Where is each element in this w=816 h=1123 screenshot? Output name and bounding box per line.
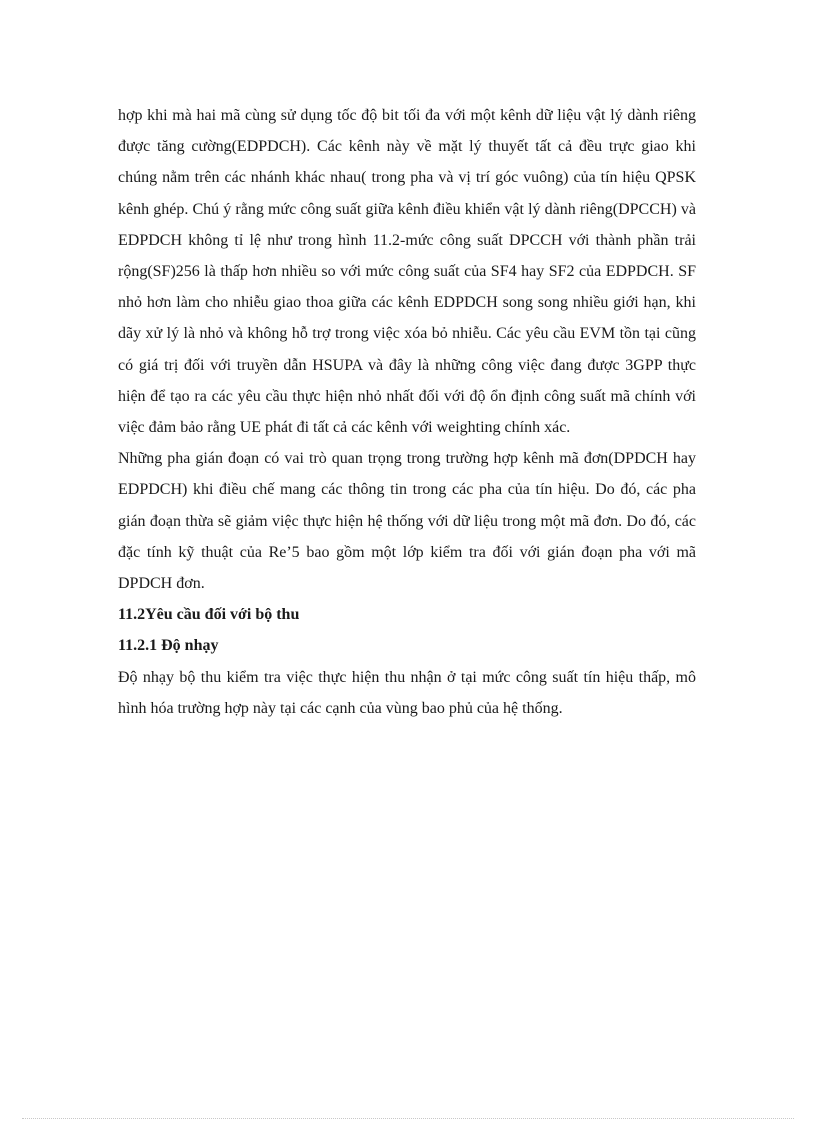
paragraph-phase-discontinuity: Những pha gián đoạn có vai trò quan trọng trong trường hợp kênh mã đơn(DPDCH hay EDPDCH) khi điều chế mang các thông tin trong các pha của tín hiệu. Do đó, các pha gián đoạn thừa sẽ giảm việc thực hiện hệ thống với dữ liệu trong một mã đơn. Do đó, các đặc tính kỹ thuật của Re’5 bao gồm một lớp kiểm tra đối với gián đoạn pha với mã DPDCH đơn. (118, 450, 696, 593)
page-bottom-divider (22, 1118, 794, 1119)
paragraph-edpdch: hợp khi mà hai mã cùng sử dụng tốc độ bit tối đa với một kênh dữ liệu vật lý dành riêng được tăng cường(EDPDCH). Các kênh này về mặt lý thuyết tất cả đều trực giao khi chúng nằm trên các nhánh khác nhau( trong pha và vị trí góc vuông) của tín hiệu QPSK kênh ghép. Chú ý rằng mức công suất giữa kênh điều khiển vật lý dành riêng(DPCCH) và EDPDCH không tỉ lệ như trong hình 11.2-mức công suất DPCCH với thành phần trải rộng(SF)256 là thấp hơn nhiều so với mức công suất của SF4 hay SF2 của EDPDCH. SF nhỏ hơn làm cho nhiễu giao thoa giữa các kênh EDPDCH song song nhiều giới hạn, khi dãy xử lý là nhỏ và không hỗ trợ trong việc xóa bỏ nhiễu. Các yêu cầu EVM tồn tại cũng có giá trị đối với truyền dẫn HSUPA và đây là những công việc đang được 3GPP thực hiện để tạo ra các yêu cầu thực hiện nhỏ nhất đối với độ ổn định công suất mã chính với việc đảm bảo rằng UE phát đi tất cả các kênh với weighting chính xác. (118, 107, 696, 437)
page-content (118, 100, 696, 724)
subsection-heading-sensitivity: 11.2.1 Độ nhạy (118, 637, 219, 655)
section-heading-receiver-requirements: 11.2Yêu cầu đối với bộ thu (118, 606, 300, 624)
paragraph-sensitivity: Độ nhạy bộ thu kiểm tra việc thực hiện thu nhận ở tại mức công suất tín hiệu thấp, mô hình hóa trường hợp này tại các cạnh của vùng bao phủ của hệ thống. (118, 668, 696, 717)
